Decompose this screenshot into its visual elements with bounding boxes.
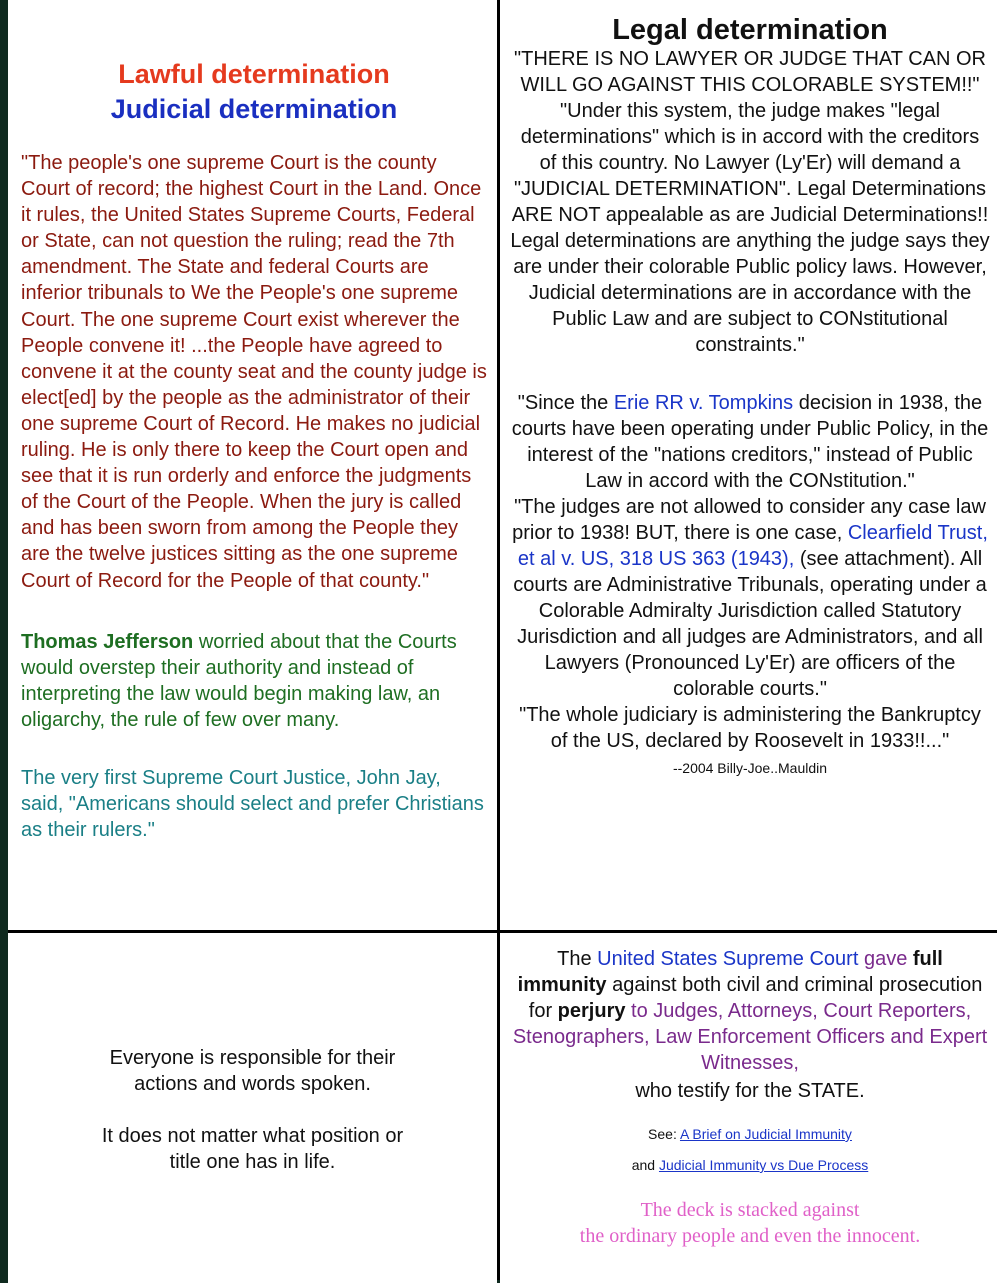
lawful-heading: Lawful determination xyxy=(118,59,390,89)
and-label: and xyxy=(631,1157,659,1173)
see-line xyxy=(510,1124,990,1144)
erie-quote xyxy=(510,390,990,494)
judicial-heading: Judicial determination xyxy=(110,94,398,124)
judicial-immunity-brief-link[interactable]: A Brief on Judicial Immunity xyxy=(679,1126,852,1142)
legal-determinations-quote: "Under this system, the judge makes "legal determinations" which is in accord with the creditors of this country. No Lawyer (Ly'Er) will demand a "JUDICIAL DETERMINATION". Legal Determinations ARE NOT appealable as are Judicial Determinations!! Legal determinations are anything the judge says they are under their colorable Public policy laws. However, Judicial determinations are in accordance with the Public Law and are subject to CONstitutional constraints." xyxy=(510,100,990,356)
legal-heading: Legal determination xyxy=(612,14,888,46)
position-text: It does not matter what position or title one has in life. xyxy=(101,1125,404,1173)
immunity-vs-due-process-link[interactable]: Judicial Immunity vs Due Process xyxy=(658,1157,869,1173)
deck-line-2: the ordinary people and even the innocent. xyxy=(579,1225,921,1247)
immunity-paragraph xyxy=(510,946,990,1076)
deck-stacked-text xyxy=(510,1197,990,1249)
lawful-determination-panel xyxy=(8,0,497,930)
immunity-panel xyxy=(500,933,997,1283)
full-immunity-text: full immunity xyxy=(517,948,943,996)
jefferson-paragraph xyxy=(21,629,487,733)
and-line xyxy=(510,1155,990,1175)
immunity-the: The xyxy=(557,948,598,970)
erie-post: decision in 1938, the courts have been operating under Public Policy, in the interest of the "nations creditors," instead of Public Law in accord with the CONstitution." xyxy=(511,392,989,492)
deck-line-1: The deck is stacked against xyxy=(640,1199,860,1221)
signature: --2004 Billy-Joe..Mauldin xyxy=(672,760,828,776)
quad-grid xyxy=(8,0,997,1280)
supreme-court-text: United States Supreme Court xyxy=(597,948,859,970)
clearfield-link[interactable]: Clearfield Trust, et al v. US, 318 US 363 (1943), xyxy=(517,522,988,570)
bankruptcy-quote: "The whole judiciary is administering the Bankruptcy of the US, declared by Roosevelt in 1933!!..." xyxy=(519,704,981,752)
clearfield-quote xyxy=(510,494,990,702)
gave-text: gave xyxy=(858,948,913,970)
no-lawyer-quote: "THERE IS NO LAWYER OR JUDGE THAT CAN OR WILL GO AGAINST THIS COLORABLE SYSTEM!!" xyxy=(514,48,986,96)
responsible-text: Everyone is responsible for their actions and words spoken. xyxy=(109,1047,396,1095)
john-jay-paragraph: The very first Supreme Court Justice, John Jay, said, "Americans should select and prefer Christians as their rulers." xyxy=(21,766,484,841)
see-label: See: xyxy=(648,1126,680,1142)
clearfield-post: (see attachment). All courts are Administrative Tribunals, operating under a Colorable Admiralty Jurisdiction called Statutory Jurisdiction and all judges are Administrators, and all Lawyers (Pronounced Ly'Er) are officers of the colorable courts." xyxy=(513,548,987,700)
erie-link[interactable]: Erie RR v. Tompkins xyxy=(613,392,794,414)
erie-pre: "Since the xyxy=(517,392,614,414)
legal-determination-panel xyxy=(500,0,997,930)
jefferson-text: worried about that the Courts would overstep their authority and instead of interpreting the law would begin making law, an oligarchy, the rule of few over many. xyxy=(21,630,457,731)
perjury-text: perjury xyxy=(557,1000,626,1022)
clearfield-pre: "The judges are not allowed to consider any case law prior to 1938! BUT, there is one case, xyxy=(512,496,986,544)
responsibility-panel xyxy=(8,933,497,1283)
testify-text: who testify for the STATE. xyxy=(635,1080,865,1102)
county-court-quote: "The people's one supreme Court is the county Court of record; the highest Court in the Land. Once it rules, the United States Supreme Courts, Federal or State, can not question the ruling; read the 7th amendment. The State and federal Courts are inferior tribunals to We the People's one supreme Court. The one supreme Court exist wherever the People convene it! ...the People have agreed to convene it at the county seat and the county judge is elect[ed] by the people as the administrator of their one supreme Court of Record. He makes no judicial ruling. He is only there to keep the Court open and see that it is run orderly and enforce the judgments of the Court of the People. When the jury is called and has been sworn from among the People they are the twelve justices sitting as the one supreme Court of Record for the People of that county." xyxy=(21,152,487,592)
against-text: against both civil and criminal prosecution for xyxy=(528,974,983,1022)
jefferson-name: Thomas Jefferson xyxy=(21,630,194,653)
to-whom-text: to Judges, Attorneys, Court Reporters, Stenographers, Law Enforcement Officers and Expert Witnesses, xyxy=(512,1000,988,1074)
